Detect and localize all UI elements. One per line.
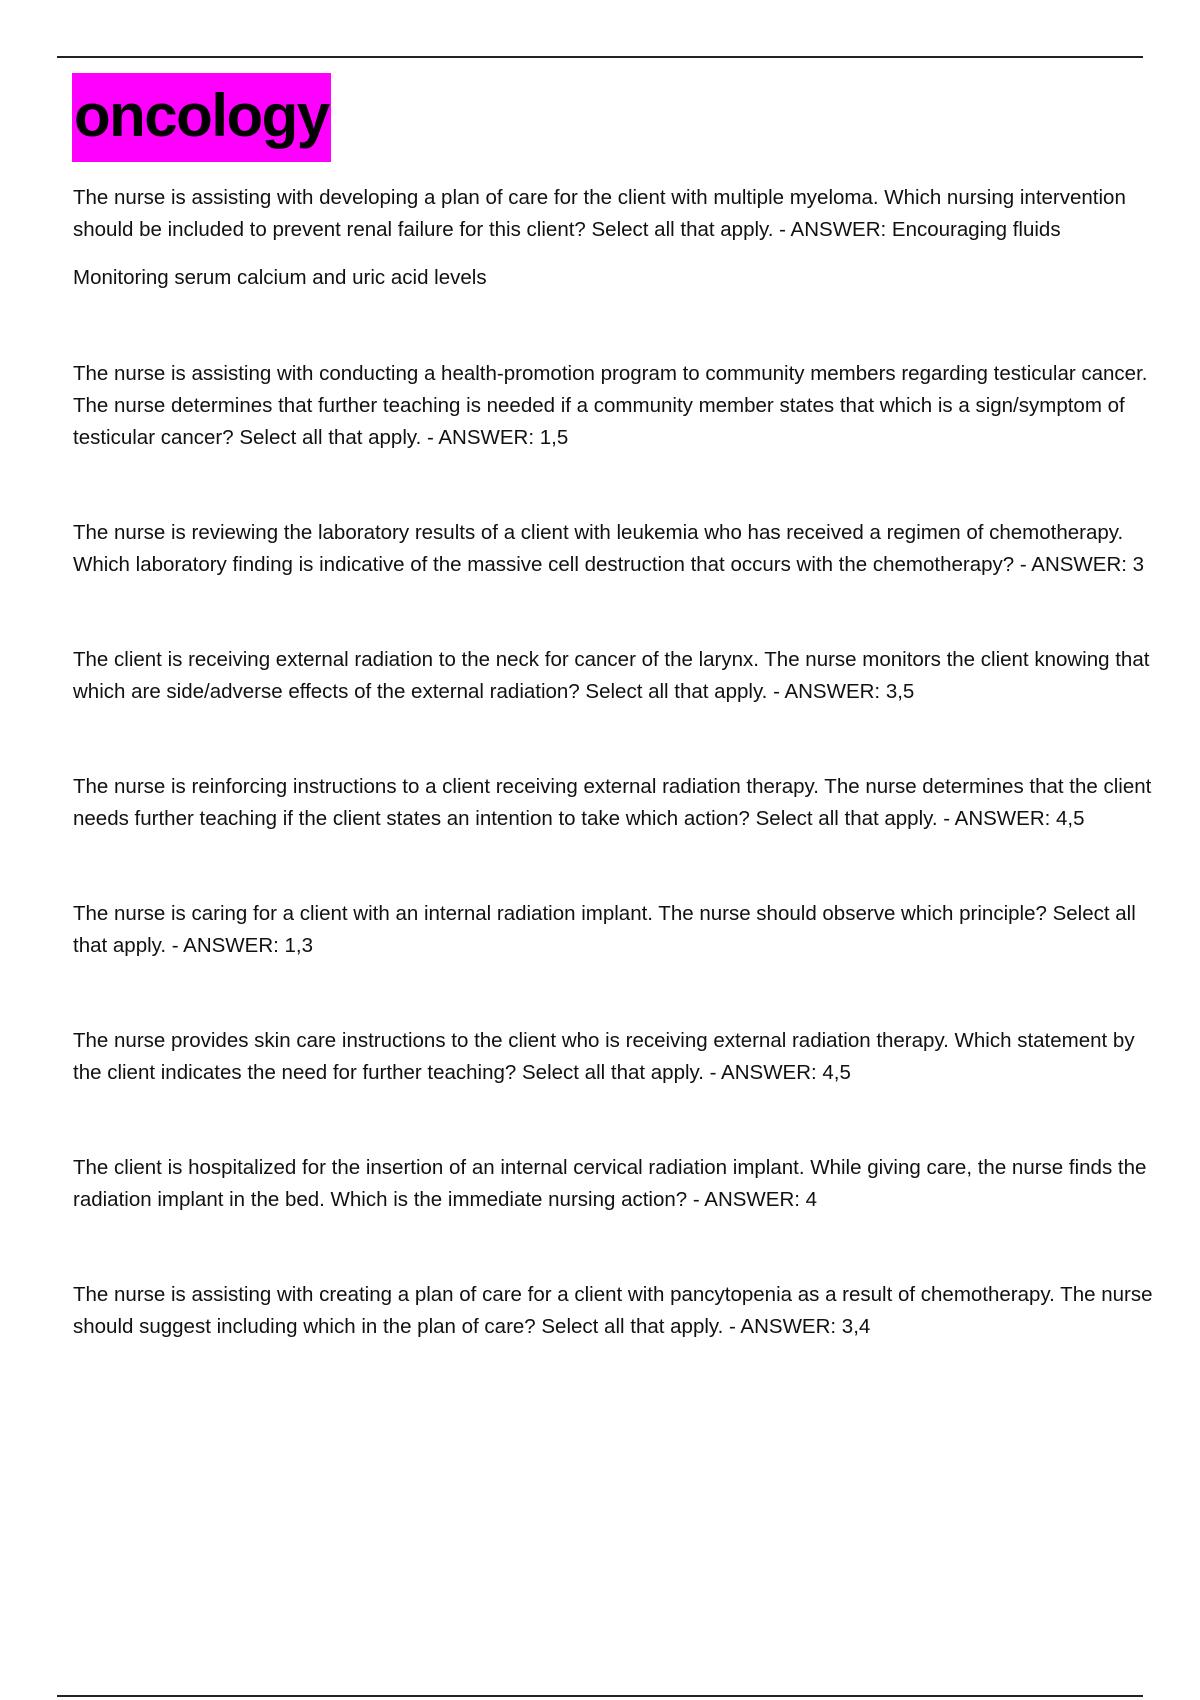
question-item <box>73 1279 1163 1343</box>
question-text: The client is receiving external radiation to the neck for cancer of the larynx. The nurse monitors the client knowing that which are side/adverse effects of the external radiation? Select all that apply. - ANSWER: 3,5 <box>73 648 1150 703</box>
question-item <box>73 771 1163 835</box>
answer-extra: Monitoring serum calcium and uric acid levels <box>73 266 487 289</box>
question-text: The client is hospitalized for the insertion of an internal cervical radiation implant. While giving care, the nurse finds the radiation implant in the bed. Which is the immediate nursing action? - ANSWER: 4 <box>73 1156 1147 1211</box>
question-text: The nurse is assisting with creating a plan of care for a client with pancytopenia as a result of chemotherapy. The nurse should suggest including which in the plan of care? Select all that apply. - ANSWER: 3,4 <box>73 1283 1153 1338</box>
question-item <box>73 1152 1163 1216</box>
page-title: oncology <box>72 73 331 162</box>
question-item <box>73 517 1163 581</box>
question-text: The nurse is assisting with developing a plan of care for the client with multiple myeloma. Which nursing intervention should be included to prevent renal failure for this client? Select all that apply. - ANSWER: Encouraging fluids <box>73 186 1126 241</box>
question-text: The nurse is caring for a client with an internal radiation implant. The nurse should observe which principle? Select all that apply. - ANSWER: 1,3 <box>73 902 1136 957</box>
header-rule <box>57 56 1143 58</box>
question-text: The nurse is reinforcing instructions to a client receiving external radiation therapy. The nurse determines that the client needs further teaching if the client states an intention to take which action? Select all that apply. - ANSWER: 4,5 <box>73 775 1152 830</box>
footer-rule <box>57 1695 1143 1697</box>
question-item <box>73 898 1163 962</box>
question-list <box>73 182 1163 1406</box>
question-text: The nurse is reviewing the laboratory results of a client with leukemia who has received a regimen of chemotherapy. Which laboratory finding is indicative of the massive cell destruction that occurs with the chemotherapy? - ANSWER: 3 <box>73 521 1145 576</box>
question-item <box>73 644 1163 708</box>
question-item <box>73 358 1163 454</box>
question-text: The nurse is assisting with conducting a health-promotion program to community members regarding testicular cancer. The nurse determines that further teaching is needed if a community member states that which is a sign/symptom of testicular cancer? Select all that apply. - ANSWER: 1,5 <box>73 362 1148 449</box>
question-item <box>73 182 1163 294</box>
question-text: The nurse provides skin care instructions to the client who is receiving external radiation therapy. Which statement by the client indicates the need for further teaching? Select all that apply. - ANSWER: 4,5 <box>73 1029 1135 1084</box>
question-item <box>73 1025 1163 1089</box>
